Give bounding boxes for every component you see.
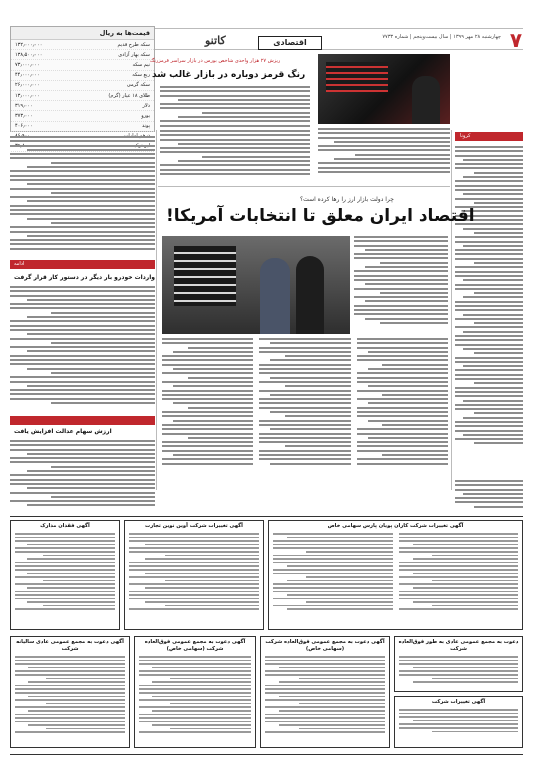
ad-text [265,656,385,744]
price-value: ۱۳۲٫۰۰۰٫۰۰۰ [15,41,43,48]
ad-notice-4 [394,636,523,692]
price-value: ۴۰۶٫۰۰۰ [15,123,33,130]
price-label: یورو [141,112,150,119]
page-bottom-rule [10,754,523,755]
left-story-kicker: ادامه [14,261,25,267]
ad-text [15,656,125,744]
price-row [11,40,154,50]
top-story-kicker: ریزش ۲۷ هزار واحدی شاخص بورس در بازار سراسر قرمزرنگ [150,58,281,64]
section-divider [158,186,450,187]
main-story-body [162,338,448,490]
price-label: پوند [142,123,150,130]
price-row [11,71,154,81]
main-story-headline: اقتصاد ایران معلق تا انتخابات آمریکا! [166,206,475,226]
photo-caption-text [318,128,450,180]
left-story-body [10,286,155,412]
price-row [11,60,154,70]
newspaper-logo: کاتنو [205,34,226,47]
price-label: ربع سکه [132,72,150,79]
price-row [11,122,154,132]
left-column-red-bar [10,416,155,425]
price-value: ۴۴٫۰۰۰٫۰۰۰ [15,72,40,79]
ad-title: دعوت به مجمع عمومی عادی به طور فوق‌العاده شرکت [398,639,519,652]
ad-text [139,656,251,744]
ticker-board-shape [326,62,388,92]
ad-text [399,656,518,690]
column-divider [451,130,452,490]
ad-notice-3 [260,636,390,748]
price-label: سکه بهار آزادی [118,51,150,58]
right-column-body [455,146,523,476]
price-label: نیم سکه [132,61,150,68]
ad-title: آگهی تغییرات شرکت کاران پویان پارس سهامی خاص [327,523,464,529]
price-label: طلای ۱۸ عیار (گرم) [108,92,150,99]
ad-title: آگهی تغییرات شرکت آوین نوین تجارت [145,523,243,529]
ad-title: آگهی دعوت به مجمع عمومی عادی سالیانه شرکت [16,639,124,652]
left-column-red-bar [10,260,155,269]
section-label: اقتصادی [258,36,322,50]
top-story-body-3 [160,130,310,180]
price-value: ۲۶٫۰۰۰٫۰۰۰ [15,82,40,89]
price-row [11,111,154,121]
ad-notice-7 [124,520,264,630]
ad-title: آگهی فقدان مدارک [40,523,90,529]
exchange-rate-board [174,246,236,306]
top-story-headline: رنگ قرمز دوباره در بازار غالب شد [152,70,306,80]
left-story-2-body [10,440,155,514]
top-story-body [160,86,310,130]
price-row [11,91,154,101]
currency-exchange-photo [162,236,350,334]
ad-title: آگهی تغییرات شرکت [431,699,486,705]
ad-text [15,533,115,621]
ad-notice-8 [10,520,120,630]
right-column-body-2 [455,480,523,512]
ad-notice-2 [134,636,256,748]
woman-silhouette [296,256,324,334]
man-silhouette [260,258,290,334]
left-story-headline: واردات خودرو بار دیگر در دستور کار قرار گرفت [14,274,156,281]
prices-table [10,26,155,132]
page-number: ۷ [509,28,523,52]
column-divider [156,130,157,490]
ad-title: آگهی دعوت به مجمع عمومی فوق‌العاده شرکت (سهامی خاص) [265,639,385,652]
prices-title: قیمت‌ها به ریال [11,27,154,40]
ad-text [399,709,518,739]
price-label: سکه طرح قدیم [117,41,150,48]
ad-notice-5 [394,696,523,748]
ad-notice-1 [10,636,130,748]
issue-date-line: چهارشنبه ۲۸ مهر ۱۳۹۹ | سال بیست‌وپنجم | شماره ۷۷۳۳ [382,34,501,40]
ad-text [129,533,259,621]
price-value: ۱۳٫۰۰۰٫۰۰۰ [15,92,40,99]
price-label: دلار [142,102,150,109]
price-value: ۷۳٫۰۰۰٫۰۰۰ [15,61,40,68]
ad-notice-6 [268,520,523,630]
ads-divider [10,516,523,517]
stock-board-photo [318,54,450,124]
main-story-kicker: چرا دولت بازار ارز را رها کرده است؟ [300,196,394,203]
price-label: سکه گرمی [126,82,150,89]
price-value: ۳۷۳٫۰۰۰ [15,112,33,119]
ad-title: آگهی دعوت به مجمع عمومی فوق‌العاده شرکت (سهامی خاص) [144,639,246,652]
price-row [11,81,154,91]
top-story-body-2 [10,136,155,256]
price-row [11,50,154,60]
price-value: ۳۱۹٫۰۰۰ [15,102,33,109]
right-column-kicker: کرونا [460,133,471,139]
price-value: ۱۳۸٫۵۰۰٫۰۰۰ [15,51,43,58]
price-row [11,101,154,111]
left-story-2-headline: ارزش سهام عدالت افزایش یافت [14,428,112,435]
person-silhouette [412,76,440,124]
ad-text [273,533,518,621]
main-story-lead [354,236,448,336]
